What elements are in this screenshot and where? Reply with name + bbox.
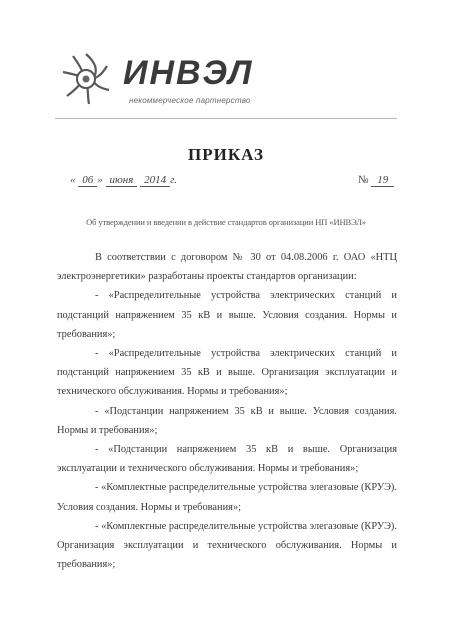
date-close-quote: » xyxy=(97,174,103,186)
date-open-quote: « xyxy=(70,174,76,186)
body-intro: В соответствии с договором № 30 от 04.08.2006 г. ОАО «НТЦ электроэнергетики» разработаны проекты стандартов организации: xyxy=(57,252,397,283)
date-day: 06 xyxy=(78,174,97,187)
list-item: - «Распределительные устройства электрических станций и подстанций напряжением 35 кВ и выше. Условия создания. Нормы и требования»; xyxy=(57,290,397,340)
list-item: - «Подстанции напряжением 35 кВ и выше. Условия создания. Нормы и требования»; xyxy=(57,405,397,436)
sun-logo-icon xyxy=(55,48,117,110)
date-suffix: г. xyxy=(170,174,177,186)
list-item: - «Комплектные распределительные устройства элегазовые (КРУЭ). Условия создания. Нормы и требования»; xyxy=(57,482,397,513)
date-year: 2014 xyxy=(140,174,170,187)
document-body xyxy=(57,248,397,574)
date-month: июня xyxy=(106,174,138,187)
number-value: 19 xyxy=(371,174,394,187)
header-divider xyxy=(55,118,397,119)
document-subject: Об утверждении и введении в действие стандартов организации НП «ИНВЭЛ» xyxy=(86,217,366,227)
logo-subtitle: некоммерческое партнерство xyxy=(129,96,251,105)
document-title: ПРИКАЗ xyxy=(188,145,264,164)
number-sign: № xyxy=(358,174,369,186)
logo-name: ИНВЭЛ xyxy=(123,54,254,92)
document-number xyxy=(358,174,394,186)
document-date xyxy=(70,174,177,186)
list-item: - «Распределительные устройства электрических станций и подстанций напряжением 35 кВ и выше. Организация эксплуатации и технического обслуживания. Нормы и требования»; xyxy=(57,348,397,398)
company-logo xyxy=(55,48,315,118)
list-item: - «Подстанции напряжением 35 кВ и выше. Организация эксплуатации и технического обслуживания. Нормы и требования»; xyxy=(57,444,397,475)
list-item: - «Комплектные распределительные устройства элегазовые (КРУЭ). Организация эксплуатации и технического обслуживания. Нормы и требования»; xyxy=(57,520,397,571)
